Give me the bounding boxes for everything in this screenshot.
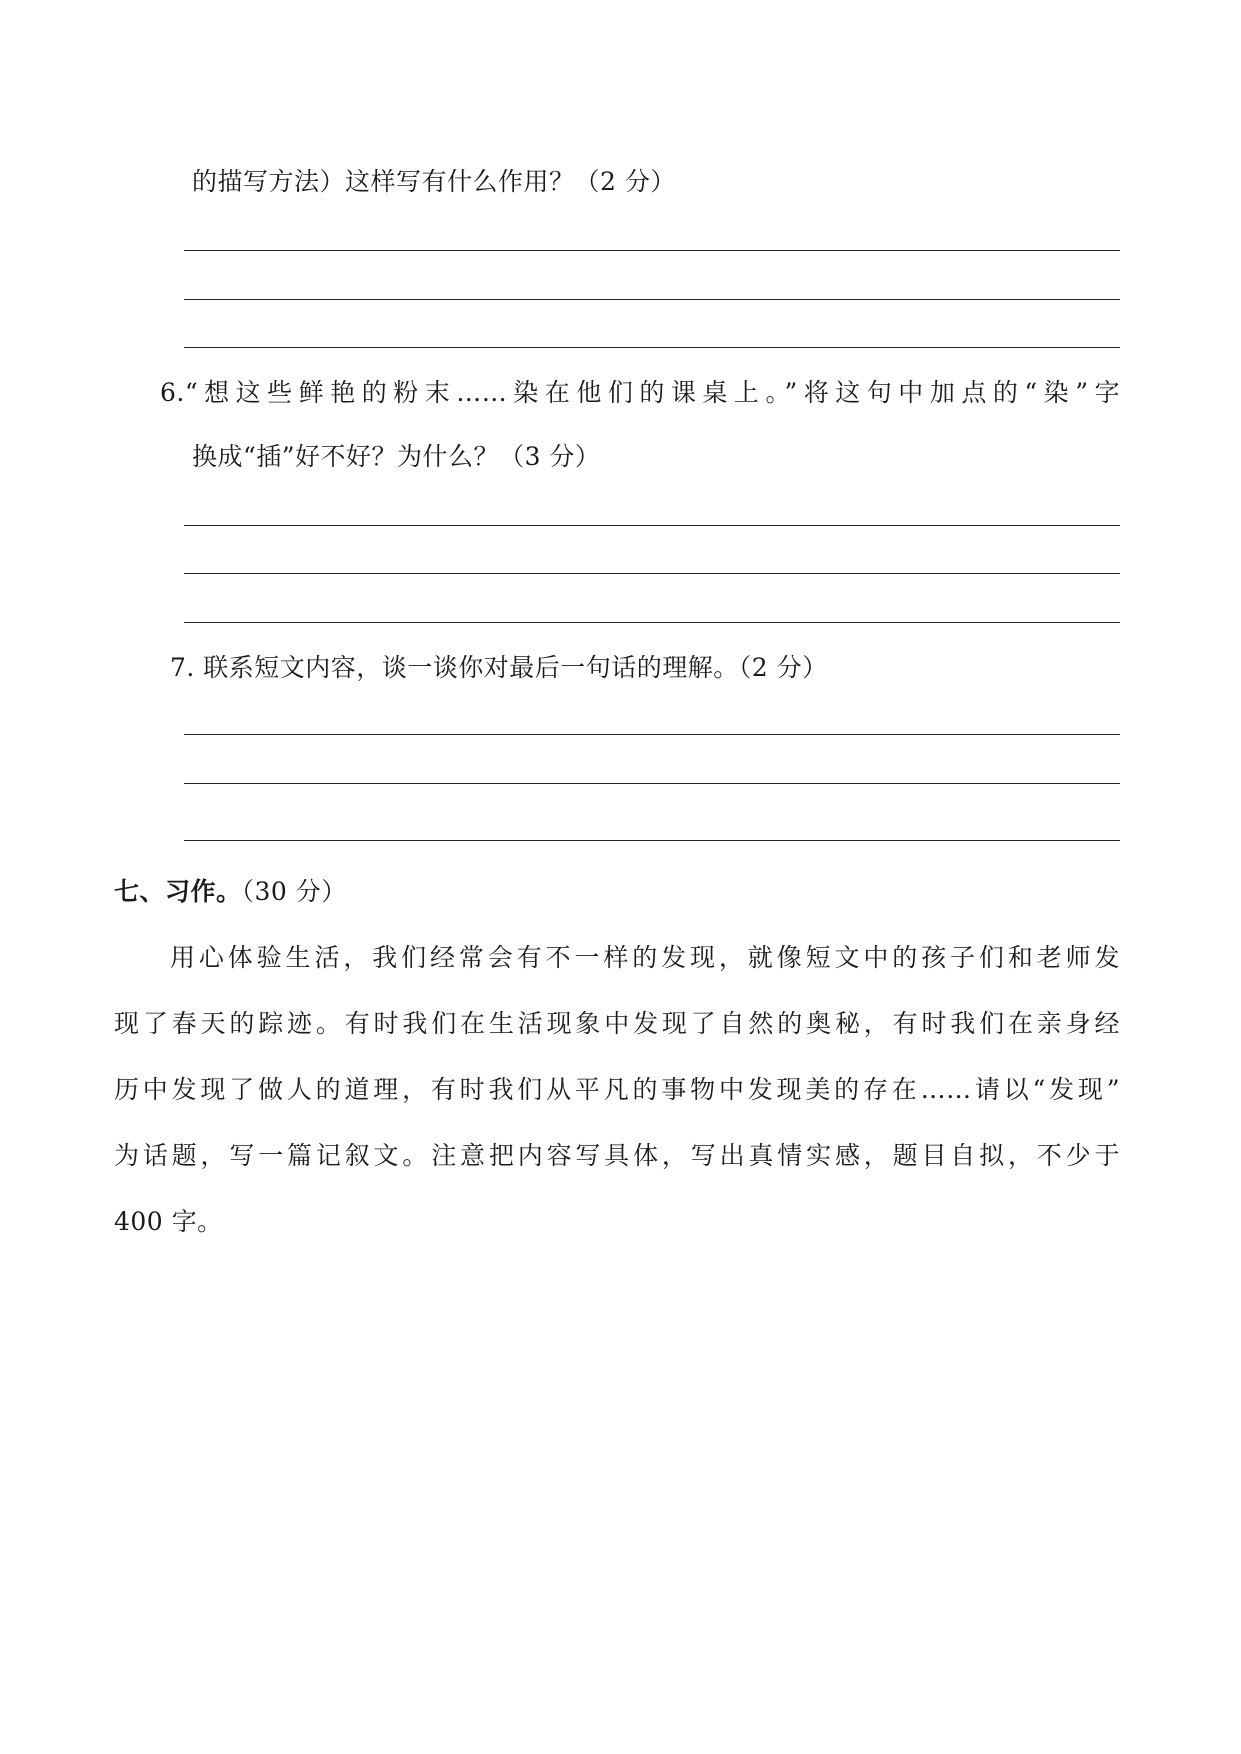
section7-paragraph-line: 历中发现了做人的道理，有时我们从平凡的事物中发现美的存在……请以“发现”	[114, 1075, 1120, 1104]
answer-line	[184, 734, 1120, 735]
answer-line	[184, 347, 1120, 348]
section7-paragraph-line: 现了春天的踪迹。有时我们在生活现象中发现了自然的奥秘，有时我们在亲身经	[114, 1009, 1120, 1038]
answer-line	[184, 525, 1120, 526]
answer-line	[184, 250, 1120, 251]
q7-text: 7. 联系短文内容，谈一谈你对最后一句话的理解。（2 分）	[170, 653, 828, 682]
answer-line	[184, 840, 1120, 841]
answer-line	[184, 783, 1120, 784]
q5-continued-text: 的描写方法）这样写有什么作用？（2 分）	[192, 167, 676, 196]
answer-line	[184, 622, 1120, 623]
section7-heading: 七、习作。	[114, 877, 242, 906]
q6-line2: 换成“插”好不好？为什么？（3 分）	[192, 442, 601, 471]
answer-line	[184, 573, 1120, 574]
answer-line	[184, 299, 1120, 300]
section7-score: （30 分）	[241, 877, 347, 906]
section7-paragraph-line: 为话题，写一篇记叙文。注意把内容写具体，写出真情实感，题目自拟，不少于	[114, 1141, 1120, 1170]
section7-paragraph-line: 用心体验生活，我们经常会有不一样的发现，就像短文中的孩子们和老师发	[170, 943, 1120, 972]
q6-line1: 6.“想这些鲜艳的粉末……染在他们的课桌上。”将这句中加点的“染”字	[160, 378, 1120, 407]
section7-paragraph-line: 400 字。	[114, 1207, 223, 1236]
section7-heading-row	[114, 875, 347, 909]
